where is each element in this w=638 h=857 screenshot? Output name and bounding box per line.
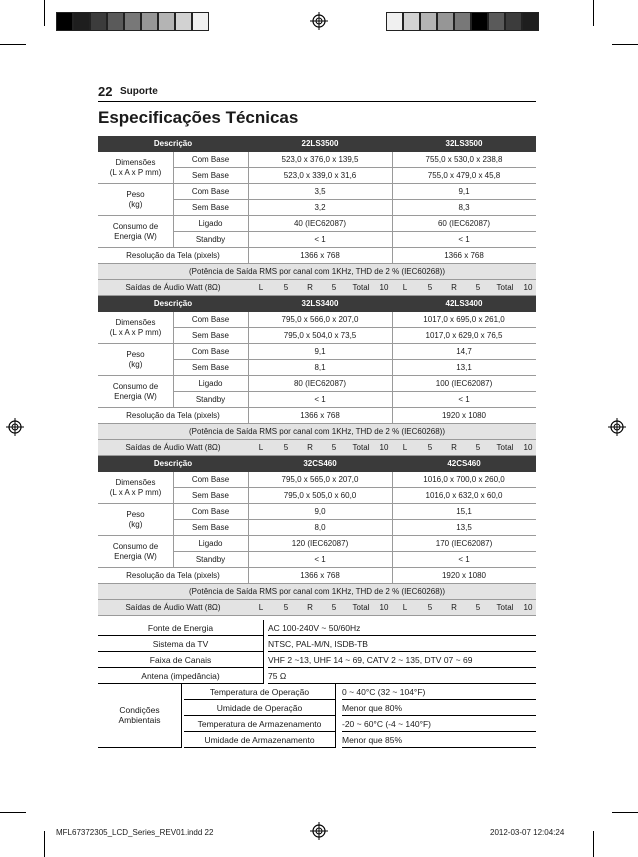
sub-label: Standby [195, 394, 226, 404]
audio-value: 10 [523, 602, 533, 612]
color-swatch [505, 12, 522, 31]
table-row [98, 408, 536, 424]
color-swatch [420, 12, 437, 31]
table-header-row [98, 296, 536, 312]
spec-value: < 1 [314, 394, 326, 404]
divider [173, 312, 174, 408]
registration-mark-icon [608, 418, 626, 436]
spec-value: 755,0 x 530,0 x 238,8 [425, 154, 503, 164]
spec-value: 80 (IEC62087) [293, 378, 347, 388]
spec-value: 100 (IEC62087) [435, 378, 493, 388]
divider [248, 312, 249, 424]
spec-block [98, 456, 536, 616]
spec-value: 1920 x 1080 [441, 570, 487, 580]
color-swatch [488, 12, 505, 31]
audio-value: 5 [427, 282, 433, 292]
row-label: Saídas de Áudio Watt (8Ω) [125, 282, 221, 292]
table-row [98, 280, 536, 296]
env-value: -20 ~ 60°C (-4 ~ 140°F) [342, 716, 536, 732]
audio-value: 10 [379, 602, 389, 612]
spec-value: VHF 2 ~13, UHF 14 ~ 69, CATV 2 ~ 135, DTV 07 ~ 69 [268, 652, 536, 668]
power-note: (Potência de Saída RMS por canal com 1KHz, THD de 2 % (IEC60268)) [189, 426, 445, 436]
row-label: Saídas de Áudio Watt (8Ω) [125, 442, 221, 452]
env-group-label: Condições Ambientais [98, 684, 182, 748]
footer-file: MFL67372305_LCD_Series_REV01.indd 22 [56, 828, 214, 837]
color-swatches-right [386, 12, 539, 31]
divider [392, 152, 393, 264]
audio-value: Total [352, 282, 370, 292]
audio-value: R [451, 282, 457, 292]
row-label: Resolução da Tela (pixels) [126, 410, 220, 420]
divider [173, 152, 174, 248]
env-label: Umidade de Armazenamento [184, 732, 336, 748]
spec-value: 523,0 x 339,0 x 31,6 [283, 170, 357, 180]
page-title: Especificações Técnicas [98, 108, 299, 127]
model-name: 32CS460 [303, 459, 337, 469]
spec-value: 1017,0 x 695,0 x 261,0 [423, 314, 505, 324]
sub-label: Standby [195, 554, 226, 564]
sub-label: Sem Base [192, 490, 229, 500]
sub-label: Ligado [198, 538, 223, 548]
audio-value: 5 [283, 602, 289, 612]
divider [248, 472, 249, 584]
spec-value: 1016,0 x 700,0 x 260,0 [423, 474, 505, 484]
spec-value: 1017,0 x 629,0 x 76,5 [425, 330, 503, 340]
spec-value: < 1 [314, 234, 326, 244]
table-header-row [98, 456, 536, 472]
audio-value: Total [496, 282, 514, 292]
spec-value: AC 100-240V ~ 50/60Hz [268, 620, 536, 636]
table-row [98, 568, 536, 584]
env-label: Temperatura de Armazenamento [184, 716, 336, 732]
spec-value: 9,1 [458, 186, 470, 196]
audio-value: R [451, 442, 457, 452]
spec-value: 1366 x 768 [300, 250, 340, 260]
model-name: 42CS460 [447, 459, 481, 469]
color-swatch [471, 12, 488, 31]
color-swatch [90, 12, 107, 31]
sub-label: Standby [195, 234, 226, 244]
audio-value: 5 [475, 442, 481, 452]
color-swatch [522, 12, 539, 31]
column-header: Descrição [153, 139, 193, 149]
section-title: Suporte [120, 86, 158, 97]
power-note: (Potência de Saída RMS por canal com 1KHz, THD de 2 % (IEC60268)) [189, 266, 445, 276]
sub-label: Com Base [191, 314, 230, 324]
group-label: Consumo de Energia (W) [98, 216, 173, 247]
crop-mark [593, 0, 594, 26]
crop-mark [612, 812, 638, 813]
audio-value: 10 [523, 442, 533, 452]
sub-label: Ligado [198, 378, 223, 388]
divider [392, 472, 393, 584]
sub-label: Ligado [198, 218, 223, 228]
spec-block [98, 136, 536, 296]
spec-value: 13,5 [456, 522, 472, 532]
spec-value: 120 (IEC62087) [291, 538, 349, 548]
general-spec-table [98, 620, 536, 748]
sub-label: Com Base [191, 186, 230, 196]
audio-value: 5 [475, 282, 481, 292]
spec-label: Sistema da TV [98, 636, 264, 652]
group-label: Peso (kg) [98, 504, 173, 535]
power-note: (Potência de Saída RMS por canal com 1KHz, THD de 2 % (IEC60268)) [189, 586, 445, 596]
audio-value: 5 [331, 282, 337, 292]
sub-label: Com Base [191, 506, 230, 516]
env-label: Temperatura de Operação [184, 684, 336, 700]
spec-block [98, 296, 536, 456]
row-label: Resolução da Tela (pixels) [126, 250, 220, 260]
group-label: Peso (kg) [98, 184, 173, 215]
color-swatch [56, 12, 73, 31]
audio-value: R [307, 442, 313, 452]
spec-label: Faixa de Canais [98, 652, 264, 668]
table-row [98, 264, 536, 280]
table-row [98, 424, 536, 440]
spec-value: 1016,0 x 632,0 x 60,0 [425, 490, 503, 500]
spec-value: 3,5 [314, 186, 326, 196]
column-header: Descrição [153, 299, 193, 309]
sub-label: Com Base [191, 346, 230, 356]
crop-mark [44, 831, 45, 857]
audio-value: L [402, 282, 408, 292]
table-row [98, 584, 536, 600]
divider [248, 152, 249, 264]
spec-value: 15,1 [456, 506, 472, 516]
env-value: Menor que 85% [342, 732, 536, 748]
spec-value: 60 (IEC62087) [437, 218, 491, 228]
row-label: Saídas de Áudio Watt (8Ω) [125, 602, 221, 612]
row-label: Resolução da Tela (pixels) [126, 570, 220, 580]
audio-value: 5 [475, 602, 481, 612]
spec-value: < 1 [458, 554, 470, 564]
audio-value: Total [352, 442, 370, 452]
env-value: Menor que 80% [342, 700, 536, 716]
spec-value: 14,7 [456, 346, 472, 356]
color-swatch [192, 12, 209, 31]
page-header [98, 84, 536, 102]
spec-value: 523,0 x 376,0 x 139,5 [281, 154, 359, 164]
color-swatch [454, 12, 471, 31]
spec-value: 1366 x 768 [300, 410, 340, 420]
crop-mark [0, 44, 26, 45]
model-name: 32LS3500 [445, 139, 483, 149]
spec-value: 75 Ω [268, 668, 536, 684]
audio-value: L [402, 442, 408, 452]
spec-value: 8,0 [314, 522, 326, 532]
model-name: 42LS3400 [445, 299, 483, 309]
audio-value: R [451, 602, 457, 612]
env-value: 0 ~ 40°C (32 ~ 104°F) [342, 684, 536, 700]
spec-value: < 1 [458, 394, 470, 404]
color-swatch [124, 12, 141, 31]
spec-value: 8,3 [458, 202, 470, 212]
sub-label: Com Base [191, 474, 230, 484]
spec-label: Antena (impedância) [98, 668, 264, 684]
spec-value: 3,2 [314, 202, 326, 212]
color-swatch [73, 12, 90, 31]
audio-value: L [402, 602, 408, 612]
table-row [98, 600, 536, 616]
audio-value: R [307, 282, 313, 292]
spec-value: 8,1 [314, 362, 326, 372]
crop-mark [593, 831, 594, 857]
color-swatch [403, 12, 420, 31]
spec-table [98, 136, 536, 616]
audio-value: Total [496, 442, 514, 452]
color-swatch [158, 12, 175, 31]
audio-value: 10 [379, 282, 389, 292]
audio-value: 5 [427, 602, 433, 612]
sub-label: Sem Base [192, 202, 229, 212]
sub-label: Sem Base [192, 330, 229, 340]
crop-mark [44, 0, 45, 26]
sub-label: Sem Base [192, 170, 229, 180]
audio-value: 5 [283, 442, 289, 452]
group-label: Consumo de Energia (W) [98, 376, 173, 407]
group-label: Dimensões (L x A x P mm) [98, 152, 173, 183]
divider [173, 472, 174, 568]
spec-value: 795,0 x 505,0 x 60,0 [283, 490, 357, 500]
table-header-row [98, 136, 536, 152]
audio-value: L [258, 602, 264, 612]
spec-value: 13,1 [456, 362, 472, 372]
group-label: Dimensões (L x A x P mm) [98, 472, 173, 503]
crop-mark [612, 44, 638, 45]
spec-value: < 1 [458, 234, 470, 244]
color-swatches-left [56, 12, 209, 31]
spec-value: 170 (IEC62087) [435, 538, 493, 548]
audio-value: 5 [427, 442, 433, 452]
group-label: Peso (kg) [98, 344, 173, 375]
audio-value: R [307, 602, 313, 612]
audio-value: 5 [331, 442, 337, 452]
page-number: 22 [98, 84, 113, 99]
group-label: Consumo de Energia (W) [98, 536, 173, 567]
color-swatch [107, 12, 124, 31]
audio-value: L [258, 282, 264, 292]
spec-value: 1366 x 768 [300, 570, 340, 580]
table-row [98, 248, 536, 264]
spec-value: 9,0 [314, 506, 326, 516]
audio-value: 10 [523, 282, 533, 292]
audio-value: Total [352, 602, 370, 612]
model-name: 22LS3500 [301, 139, 339, 149]
color-swatch [175, 12, 192, 31]
spec-value: 40 (IEC62087) [293, 218, 347, 228]
registration-mark-icon [6, 418, 24, 436]
spec-value: 755,0 x 479,0 x 45,8 [427, 170, 501, 180]
spec-value: 1920 x 1080 [441, 410, 487, 420]
audio-value: 5 [283, 282, 289, 292]
color-swatch [141, 12, 158, 31]
spec-value: < 1 [314, 554, 326, 564]
model-name: 32LS3400 [301, 299, 339, 309]
divider [392, 312, 393, 424]
registration-mark-icon [310, 822, 328, 840]
column-header: Descrição [153, 459, 193, 469]
spec-value: 1366 x 768 [444, 250, 484, 260]
color-swatch [437, 12, 454, 31]
color-swatch [386, 12, 403, 31]
group-label: Dimensões (L x A x P mm) [98, 312, 173, 343]
sub-label: Com Base [191, 154, 230, 164]
sub-label: Sem Base [192, 522, 229, 532]
registration-mark-icon [310, 12, 328, 30]
audio-value: L [258, 442, 264, 452]
spec-label: Fonte de Energia [98, 620, 264, 636]
spec-value: 795,0 x 565,0 x 207,0 [281, 474, 359, 484]
spec-value: 795,0 x 566,0 x 207,0 [281, 314, 359, 324]
table-row [98, 440, 536, 456]
audio-value: 5 [331, 602, 337, 612]
audio-value: Total [496, 602, 514, 612]
spec-value: 9,1 [314, 346, 326, 356]
sub-label: Sem Base [192, 362, 229, 372]
spec-value: NTSC, PAL-M/N, ISDB-TB [268, 636, 536, 652]
footer-date: 2012-03-07 12:04:24 [490, 828, 565, 837]
spec-value: 795,0 x 504,0 x 73,5 [283, 330, 357, 340]
audio-value: 10 [379, 442, 389, 452]
crop-mark [0, 812, 26, 813]
env-label: Umidade de Operação [184, 700, 336, 716]
